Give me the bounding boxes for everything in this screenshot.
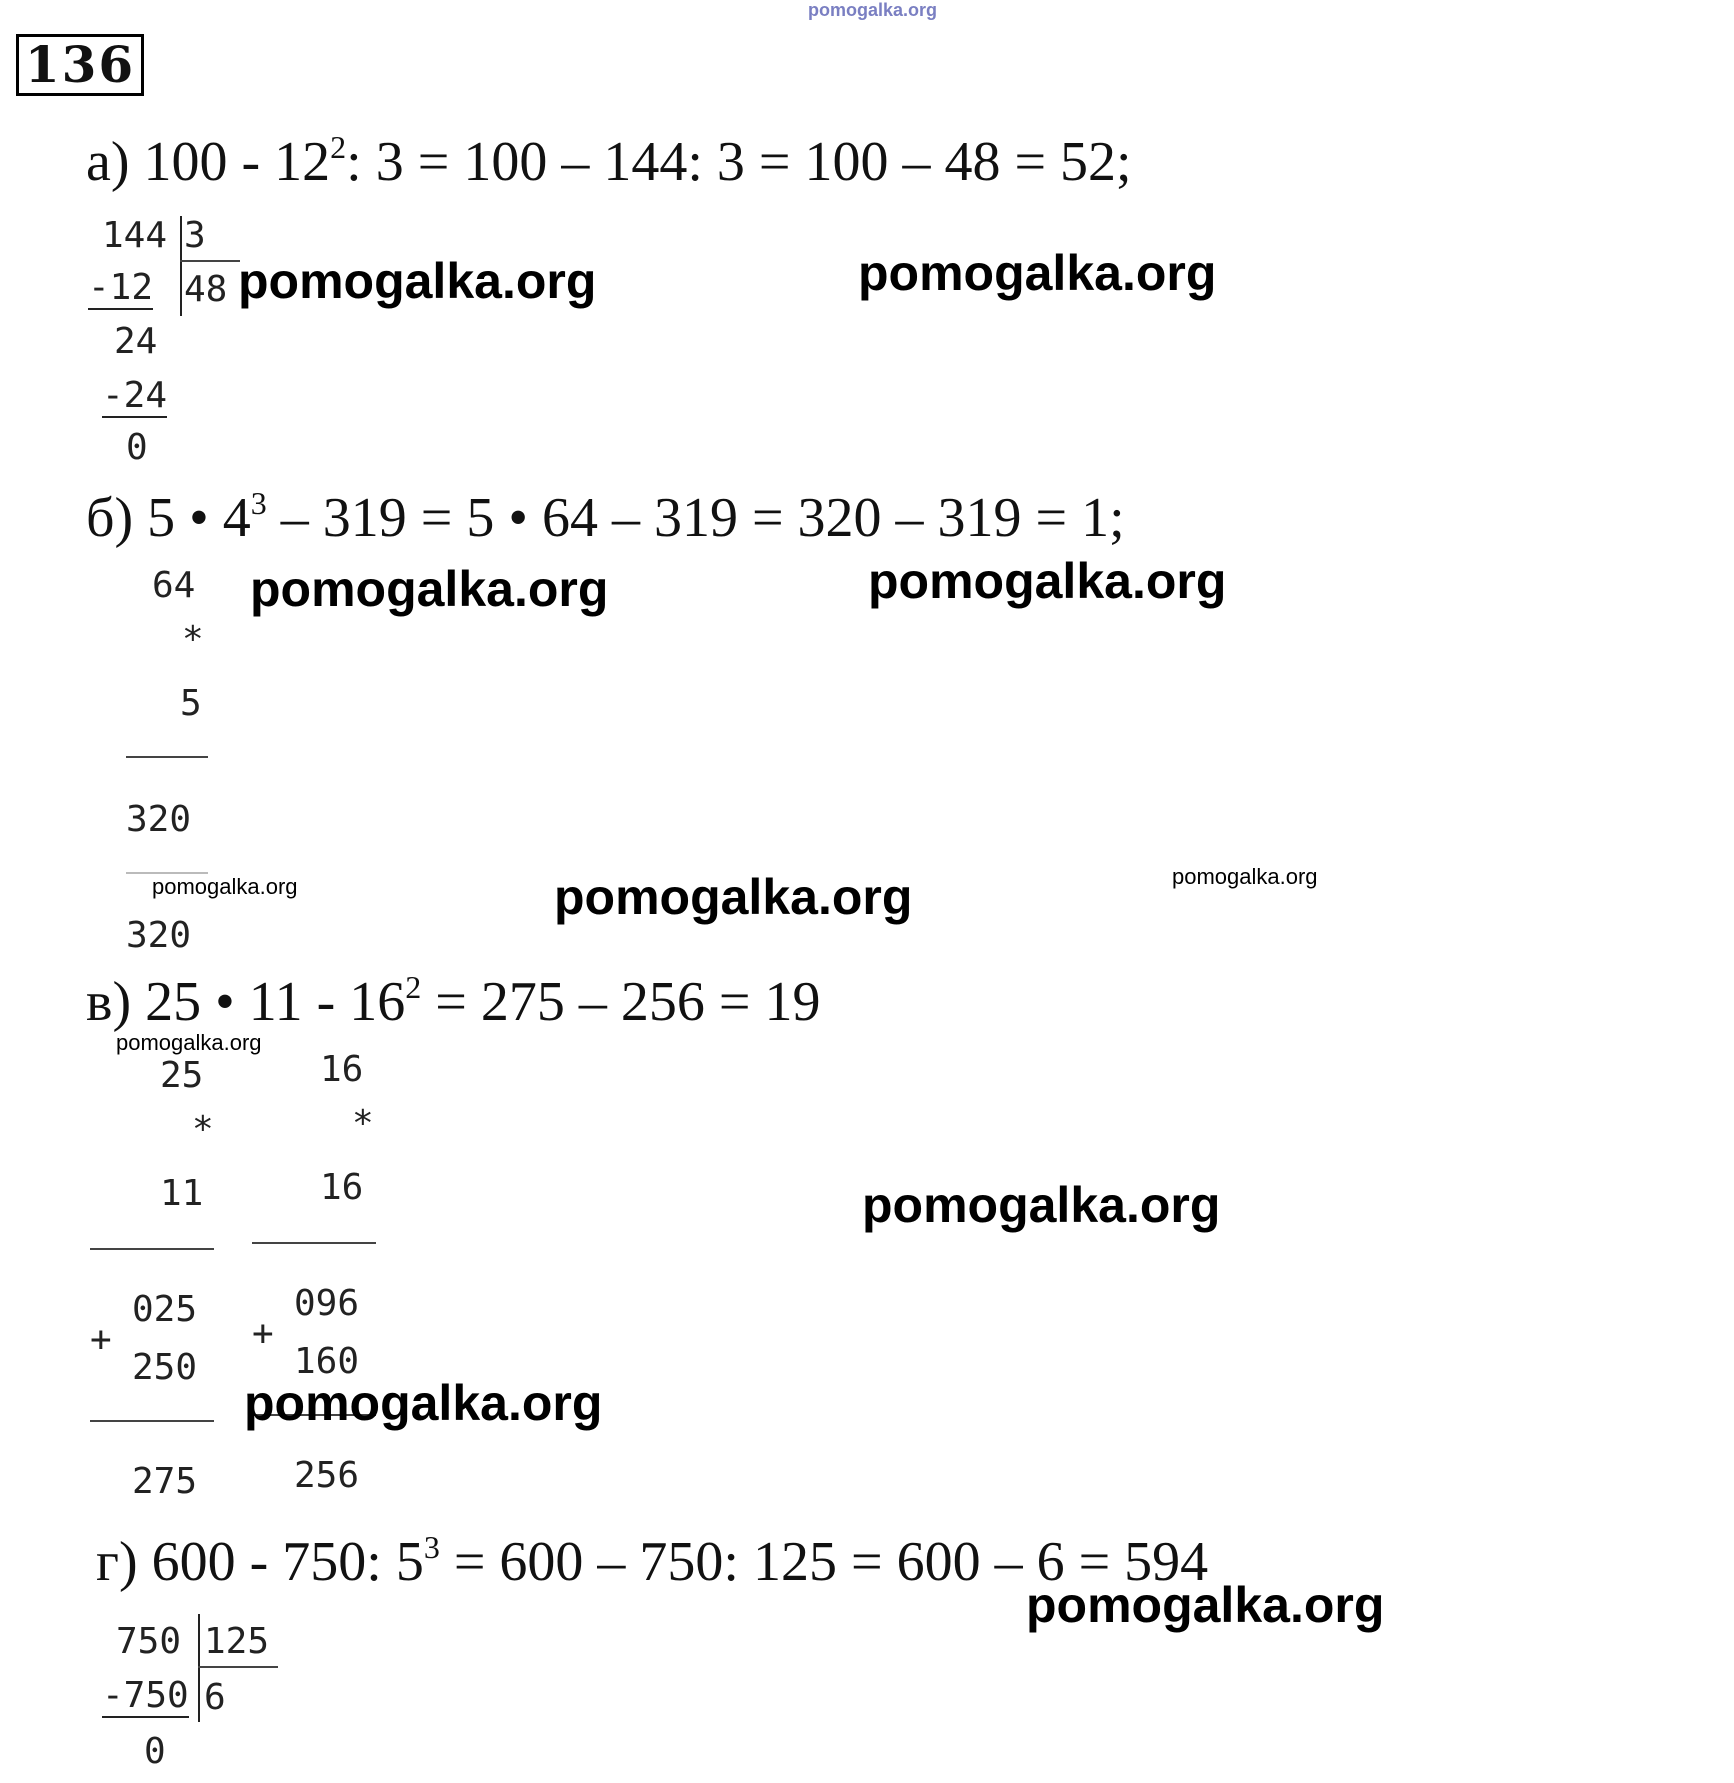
watermark: pomogalka.org: [554, 869, 913, 925]
equation-v-exponent: 2: [405, 969, 422, 1005]
mult-b-b: 5: [180, 683, 202, 724]
division-g-quotient-line: [198, 1666, 278, 1668]
division-g-quotient: 6: [204, 1677, 226, 1718]
equation-b-part1: 5 • 4: [147, 487, 251, 549]
division-g-sub: -750: [102, 1675, 189, 1716]
mult-v1-line: [90, 1248, 214, 1250]
mult-v2-op: *: [352, 1103, 374, 1144]
division-a-result: 0: [126, 427, 148, 468]
equation-g-exponent: 3: [423, 1529, 440, 1565]
equation-b: [86, 486, 1125, 557]
division-a-sub1: -12: [88, 267, 154, 308]
division-a-bar: [180, 216, 182, 316]
equation-a-exponent: 2: [330, 129, 347, 165]
watermark: pomogalka.org: [1026, 1577, 1385, 1633]
label-v: в): [86, 971, 132, 1033]
watermark: pomogalka.org: [116, 1030, 262, 1055]
division-a-remainder1: 24: [114, 321, 158, 362]
mult-v2-line: [252, 1242, 376, 1244]
mult-v1-p1: 025: [132, 1289, 198, 1330]
watermark: pomogalka.org: [152, 874, 298, 899]
mult-v1-a: 25: [160, 1055, 204, 1096]
equation-a: [86, 130, 1132, 201]
mult-v1-p2: 250: [132, 1347, 198, 1388]
watermark: pomogalka.org: [858, 245, 1217, 301]
division-a-dividend: 144: [102, 215, 168, 256]
division-g-divisor: 125: [204, 1621, 270, 1662]
division-a-sub2: -24: [102, 375, 168, 416]
watermark: pomogalka.org: [244, 1375, 603, 1431]
equation-a-part1: 100 - 12: [143, 131, 331, 193]
mult-v1-result: 275: [132, 1461, 198, 1502]
mult-b-op: *: [182, 619, 204, 660]
mult-v1-b: 11: [160, 1173, 204, 1214]
equation-b-exponent: 3: [250, 485, 267, 521]
watermark: pomogalka.org: [1172, 864, 1318, 889]
watermark: pomogalka.org: [868, 553, 1227, 609]
equation-a-part2: : 3 = 100 – 144: 3 = 100 – 48 = 52;: [346, 131, 1132, 193]
division-g-dividend: 750: [116, 1621, 182, 1662]
mult-b-result: 320: [126, 915, 192, 956]
division-a-quotient: 48: [184, 269, 228, 310]
label-b: б): [86, 487, 134, 549]
watermark: pomogalka.org: [862, 1177, 1221, 1233]
mult-v2-p1: 096: [294, 1283, 360, 1324]
mult-b-a: 64: [152, 565, 196, 606]
watermark-top: pomogalka.org: [808, 0, 938, 20]
mult-v1-op: *: [192, 1109, 214, 1150]
label-g: г): [96, 1531, 138, 1593]
division-a-quotient-line: [180, 260, 240, 262]
mult-v2-b: 16: [320, 1167, 364, 1208]
equation-b-part2: – 319 = 5 • 64 – 319 = 320 – 319 = 1;: [266, 487, 1125, 549]
watermark: pomogalka.org: [250, 561, 609, 617]
problem-number: 136: [16, 34, 144, 96]
mult-v2-a: 16: [320, 1049, 364, 1090]
equation-v-part1: 25 • 11 - 16: [145, 971, 406, 1033]
equation-g-part1: 600 - 750: 5: [151, 1531, 424, 1593]
mult-v1-line2: [90, 1420, 214, 1422]
mult-v1-plus: +: [90, 1319, 112, 1360]
mult-b-partial: 320: [126, 799, 192, 840]
division-a-divisor: 3: [184, 215, 206, 256]
mult-v2-plus: +: [252, 1313, 274, 1354]
equation-v-part2: = 275 – 256 = 19: [421, 971, 821, 1033]
label-a: а): [86, 131, 130, 193]
mult-v2-p2: 160: [294, 1341, 360, 1382]
division-g-bar: [198, 1614, 200, 1722]
equation-g-part2: = 600 – 750: 125 = 600 – 6 = 594: [439, 1531, 1209, 1593]
mult-v2-result: 256: [294, 1455, 360, 1496]
watermark: pomogalka.org: [238, 253, 597, 309]
mult-b-line: [126, 756, 208, 758]
division-g-result: 0: [144, 1731, 166, 1772]
